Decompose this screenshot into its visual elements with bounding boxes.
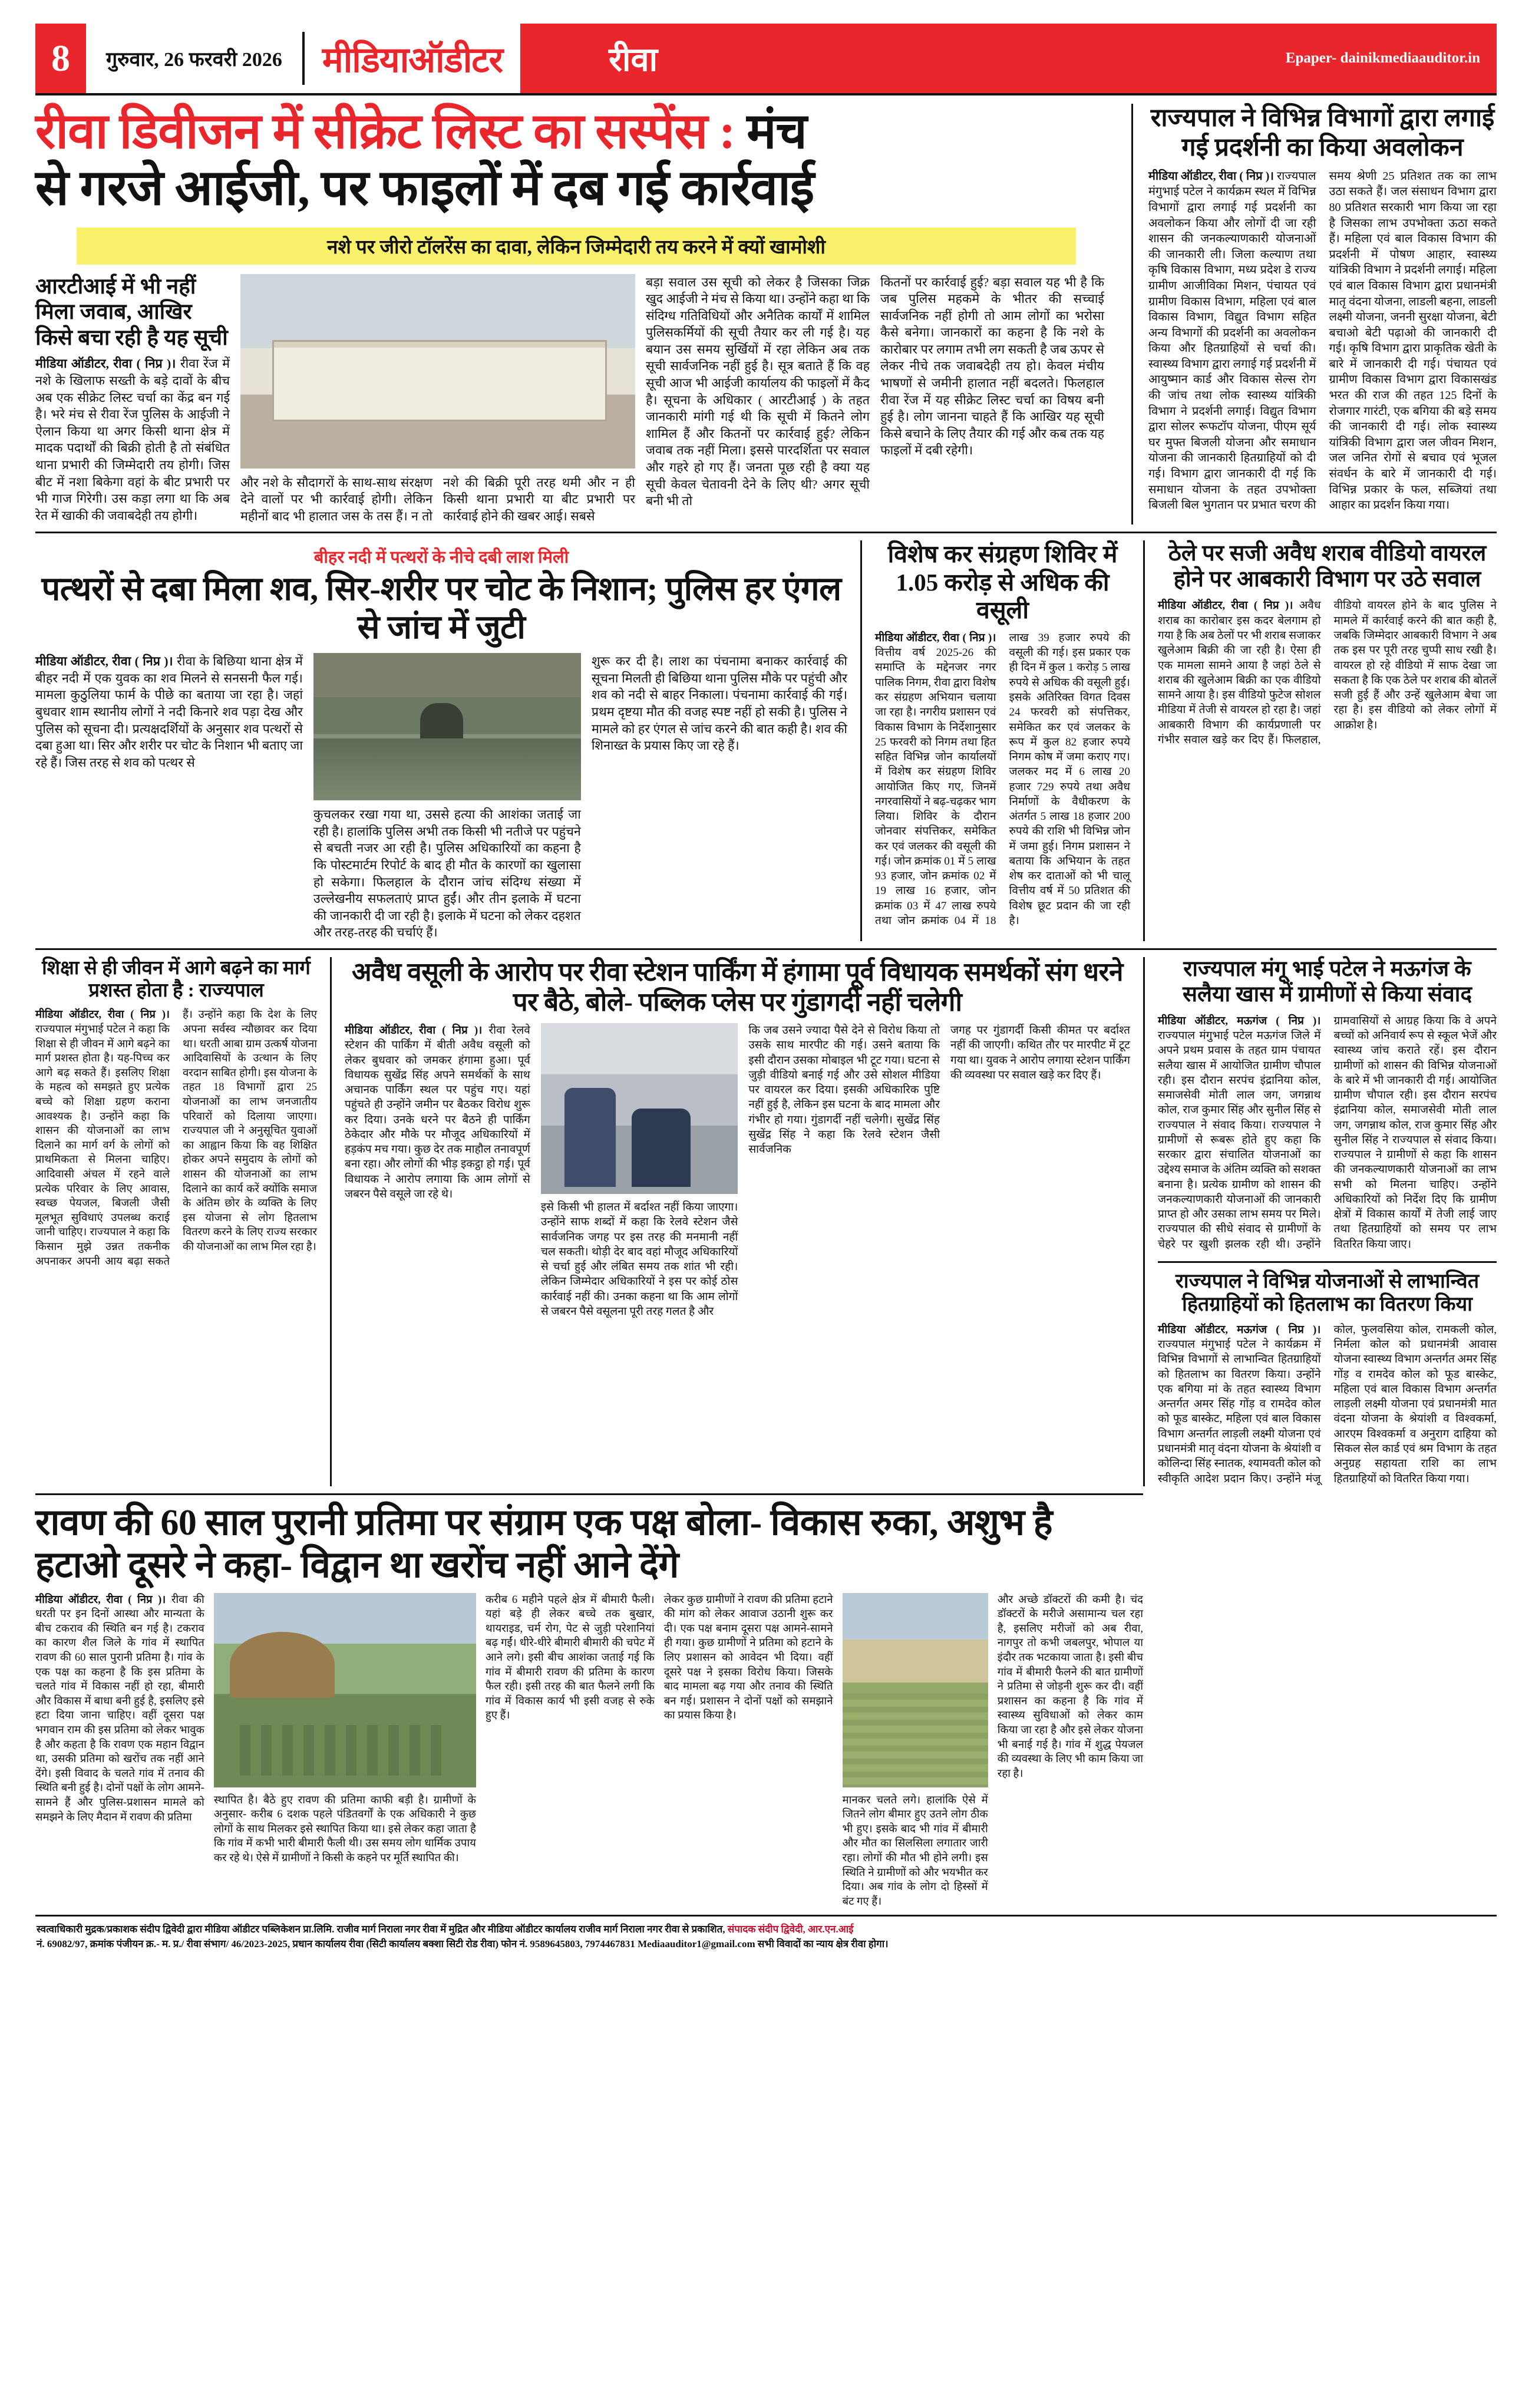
footer-imprint <box>35 1916 1497 1951</box>
page-number: 8 <box>35 24 86 93</box>
parking-col1: मीडिया ऑडीटर, रीवा ( निप्र )। रीवा रेलवे स्टेशन की पार्किंग में बीती अवैध वसूली को लेकर बुधवार को जमकर हंगामा हुआ। पूर्व विधायक सुखेंद्र सिंह अपने समर्थकों के साथ अचानक पार्किंग स्थल पर पहुंच गए। यहां पहुंचते ही उन्होंने जमीन पर बैठकर विरोध शुरू कर दिया। उनके धरने पर बैठने ही पार्किंग ठेकेदार और मौके पर मौजूद अधिकारियों में हड़कंप मच गया। कुछ देर तक माहौल तनावपूर्ण बना रहा। और लोगों की भीड़ इकट्ठा हो गई। पूर्व विधायक ने आरोप लगाया कि आम लोगों से जबरन पैसे वसूले जा रहे थे। <box>345 1024 530 1200</box>
masthead-red-banner <box>520 24 1497 93</box>
third-band <box>35 948 1497 1486</box>
corpse-redline: बीहर नदी में पत्थरों के नीचे दबी लाश मिली <box>313 548 569 568</box>
parking-headline: अवैध वसूली के आरोप पर रीवा स्टेशन पार्किंग में हंगामा पूर्व विधायक समर्थकों संग धरने पर बैठे, बोले- पब्लिक प्लेस पर गुंडागर्दी नहीं चलेगी <box>352 957 1123 1017</box>
liquor-dateline: मीडिया ऑडीटर, रीवा ( निप्र )। <box>1158 599 1293 612</box>
governor-mauganj-headline: राज्यपाल मंगू भाई पटेल ने मऊगंज के सलैया खास में ग्रामीणों से किया संवाद <box>1183 956 1472 1007</box>
tax-camp-dateline: मीडिया ऑडीटर, रीवा ( निप्र )। <box>875 631 996 644</box>
lead-dateline: मीडिया ऑडीटर, रीवा ( निप्र )। <box>35 357 176 371</box>
corpse-story <box>35 540 860 941</box>
ravan-headline: रावण की 60 साल पुरानी प्रतिमा पर संग्राम एक पक्ष बोला- विकास रुका, अशुभ है हटाओ दूसरे ने कहा- विद्वान था खरोंच नहीं आने देंगे <box>35 1502 1053 1585</box>
tax-camp-body: मीडिया ऑडीटर, रीवा ( निप्र )। वित्तीय वर्ष 2025-26 की समाप्ति के मद्देनजर नगर पालिक निगम, रीवा द्वारा विशेष कर संग्रहण अभियान चलाया जा रहा है। नगरीय प्रशासन एवं विकास विभाग के निर्देशानुसार 25 फरवरी को निगम तथा हित सहित विभिन्न जोन कार्यालयों में विशेष कर संग्रहण शिविर आयोजित किए गए, जिनमें नगरवासियों ने बढ़-चढ़कर भाग लिया। शिविर के दौरान जोनवार संपत्तिकर, समेकित कर एवं जलकर की वसूली की गई। जोन क्रमांक 01 में 5 लाख 93 हजार, जोन क्रमांक 02 में 19 लाख 16 हजार, जोन क्रमांक 03 में 47 लाख रुपये तथा जोन क्रमांक 04 में 18 लाख 39 हजार रुपये की वसूली की गई। इस प्रकार एक ही दिन में कुल 1 करोड़ 5 लाख रुपये से अधिक की वसूली हुई। इसके अतिरिक्त विगत दिवस 24 फरवरी को संपत्तिकर, समेकित कर एवं जलकर के रूप में कुल 82 हजार रुपये निगम कोष में जमा कराए गए। जलकर मद में 6 लाख 20 हजार 729 रुपये तथा अवैध निर्माणों के वैधीकरण के अंतर्गत 5 लाख 18 हजार 200 रुपये की राशि भी विभिन्न जोन में जमा हुई। निगम प्रशासन ने बताया कि अभियान के तहत शेष कर दाताओं को भी चालू वित्तीय वर्ष में 50 प्रतिशत की विशेष छूट प्रदान की जा रही है। <box>875 631 1130 927</box>
ravan-col6: और अच्छे डॉक्टरों की कमी है। चंद डॉक्टरों के मरीजे असामान्य चल रहा है, इसलिए मरीजों को अब रीवा, नागपुर तो कभी जबलपुर, भोपाल या इंदौर तक भटकाया जाता है। इसी बीच गांव में बीमारी फैलने की बात ग्रामीणों ने प्रतिमा से जोड़नी शुरू कर दी। वहीं प्रशासन का कहना है कि गांव में स्वास्थ्य सुविधाओं को लेकर काम किया जा रहा है और इसे लेकर योजना भी बनाई गई है। गांव में शुद्ध पेयजल की व्यवस्था के लिए भी काम किया जा रहा है। <box>997 1594 1143 1780</box>
lead-headline-red: रीवा डिवीजन में सीक्रेट लिस्ट का सस्पेंस : <box>35 104 735 159</box>
lead-col5: कितनों पर कार्रवाई हुई? बड़ा सवाल यह भी है कि जब पुलिस महकमे के भीतर की सच्चाई सार्वजनिक नहीं होगी तो आम लोगों का भरोसा कैसे बनेगा। जानकारों का कहना है कि नशे के कारोबार पर लगाम तभी लग सकती है जब ऊपर से लेकर नीचे तक जवाबदेही तय हो। केवल मंचीय भाषणों से जमीनी हालात नहीं बदलते। फिलहाल रीवा रेंज में यह सीक्रेट लिस्ट चर्चा का विषय बनी हुई है। लोग जानना चाहते हैं कि आखिर यह सूची किसे बचाने के लिए तैयार की गई और कब तक यह फाइलों में दबी रहेगी। <box>880 275 1104 458</box>
parking-photo-protest <box>541 1023 738 1194</box>
education-dateline: मीडिया ऑडीटर, रीवा ( निप्र )। <box>35 1009 170 1021</box>
gov-exhibition-headline: राज्यपाल ने विभिन्न विभागों द्वारा लगाई गई प्रदर्शनी का किया अवलोकन <box>1150 104 1495 161</box>
governor-mauganj-story <box>1143 957 1497 1486</box>
ravan-col1: मीडिया ऑडीटर, रीवा ( निप्र )। रीवा की धरती पर इन दिनों आस्था और मान्यता के बीच टकराव की स्थिति बन गई है। टकराव का कारण शैल जिले के गांव में स्थापित रावण की 60 साल पुरानी प्रतिमा है। गांव के एक पक्ष का कहना है कि इस प्रतिमा के चलते गांव में विकास नहीं हो रहा, बीमारी और विकास में बाधा बनी हुई है, इसलिए इसे हटा दिया जाना चाहिए। वहीं दूसरा पक्ष भगवान राम की इस प्रतिमा को लेकर भावुक है और कहता है कि रावण एक महान विद्वान था, उसकी प्रतिमा को खरोंच तक नहीं आने देंगे। इसी विवाद के चलते गांव में तनाव की स्थिति बनी हुई है। दोनों पक्षों के लोग आमने-सामने हैं और पुलिस-प्रशासन मामले को समझने के लिए मैदान में रावण की प्रतिमा <box>35 1594 204 1823</box>
parking-story <box>330 957 1143 1486</box>
ravan-col4: लेकर कुछ ग्रामीणों ने रावण की प्रतिमा हटाने की मांग को लेकर आवाज उठानी शुरू कर दी। एक पक्ष बनाम दूसरा पक्ष आमने-सामने ही गया। कुछ ग्रामीणों ने प्रतिमा को हटाने के लिए प्रशासन को आवेदन भी दिया। वहीं दूसरे पक्ष ने इसका विरोध किया। जिसके बाद मामला बढ़ गया और तनाव की स्थिति बन गई। प्रशासन ने दोनों पक्षों को समझाने का प्रयास किया है। <box>663 1594 833 1722</box>
lead-photo-undertext: और नशे के सौदागरों के साथ-साथ संरक्षण देने वालों पर भी कार्रवाई होगी। लेकिन महीनों बाद भी हालात जस के तस हैं। न तो नशे की बिक्री पूरी तरह थमी और न ही किसी थाना प्रभारी या बीट प्रभारी पर कार्रवाई होने की खबर आई। सबसे <box>240 475 635 523</box>
masthead-date: गुरुवार, 26 फरवरी 2026 <box>106 49 282 71</box>
middle-band <box>35 532 1497 941</box>
masthead-epaper-link[interactable]: Epaper- dainikmediaauditor.in <box>1285 50 1480 66</box>
lead-col4: बड़ा सवाल उस सूची को लेकर है जिसका जिक्र खुद आईजी ने मंच से किया था। उन्होंने कहा था कि संदिग्ध गतिविधियों और अनैतिक कार्यों में शामिल पुलिसकर्मियों की सूची तैयार कर ली गई है। यह बयान उस समय सुर्खियों में रहा लेकिन अब तक सूची सार्वजनिक नहीं हुई है। सूत्र बताते हैं कि वह सूची आज भी आईजी कार्यालय की फाइलों में कैद है। सूचना के अधिकार ( आरटीआई ) के तहत जानकारी मांगी गई थी कि सूची में कितने लोग शामिल हैं और कितनों पर कार्रवाई हुई? लेकिन जवाब तक नहीं मिला। इससे पारदर्शिता पर सवाल और गहरे हो गए हैं। जनता पूछ रही है क्या यह सूची केवल चेतावनी देने के लिए थी? अगर सूची बनी भी तो <box>646 275 870 509</box>
liquor-headline: ठेले पर सजी अवैध शराब वीडियो वायरल होने पर आबकारी विभाग पर उठे सवाल <box>1168 541 1487 592</box>
parking-col3: कि जब उसने ज्यादा पैसे देने से विरोध किया तो उसके साथ मारपीट की गई। उसने बताया कि इसी दौरान उसका मोबाइल भी टूट गया। घटना से जुड़ी वीडियो बनाई गई और उसे सोशल मीडिया पर वायरल कर दिया। इसकी अधिकारिक पुष्टि नहीं हुई है, लेकिन इस घटना के बाद मामला और गंभीर हो गया। गुंडागर्दी नहीं चलेगी। सुखेंद्र सिंह सुखेंद्र सिंह ने कहा कि रेलवे स्टेशन जैसी सार्वजनिक <box>748 1024 940 1156</box>
corpse-headline: पत्थरों से दबा मिला शव, सिर-शरीर पर चोट के निशान; पुलिस हर एंगल से जांच में जुटी <box>41 571 841 646</box>
corpse-col3: शुरू कर दी है। लाश का पंचनामा बनाकर कार्रवाई की सूचना मिलती ही बिछिया थाना पुलिस मौके पर पहुंची और शव को नदी से बाहर निकाला। पंचनामा कार्रवाई की गई। प्रथम दृष्टया मौत की वजह स्पष्ट नहीं हो सकी है। पुलिस ने मामले को हर एंगल से जांच करने की बात कही है। शव की शिनाख्त के प्रयास किए जा रहे हैं। <box>591 654 847 753</box>
governor-benefits-body: मीडिया ऑडीटर, मऊगंज ( निप्र )। राज्यपाल मंगुभाई पटेल ने कार्यक्रम में विभिन्न विभागों से लाभान्वित हितग्राहियों को हितलाभ का वितरण किया। उन्होंने एक बगिया मां के तहत स्वास्थ्य विभाग अन्तर्गत अमर सिंह गोंड़ व रामदेव कोल को फूड बास्केट, महिला एवं बाल विकास विभाग अन्तर्गत लाड़ली लक्ष्मी योजना एवं प्रधानमंत्री मातृ वंदना योजना के श्रेयांशी व कोलिन्दा सिंह स्नातक, श्यामवती कोल को स्वीकृति आदेश प्रदान किए। उन्होंने मंजू कोल, फुलवसिया कोल, रामकली कोल, निर्मला कोल को प्रधानमंत्री आवास योजना स्वास्थ्य विभाग अन्तर्गत अमर सिंह गोंड़ व रामदेव कोल को फूड बास्केट, महिला एवं बाल विकास विभाग अन्तर्गत लाड़ली लक्ष्मी योजना एवं प्रधानमंत्री मात वंदना योजना के श्रेयांशी व विश्वकर्मा, आरएम विश्वकर्मा व अनुराग दाहिया को सिकल सेल कार्ड एवं श्रम विभाग के तहत अनुग्रह सहायता राशि का लाभ हितग्राहियों को वितरित किया गया। <box>1158 1323 1497 1485</box>
lead-subbar: नशे पर जीरो टॉलरेंस का दावा, लेकिन जिम्मेदारी तय करने में क्यों खामोशी <box>77 227 1076 265</box>
gov-exhibition-story <box>1131 104 1497 525</box>
ravan-photo-village-meeting <box>214 1593 476 1787</box>
parking-col4: जगह पर गुंडागर्दी किसी कीमत पर बर्दाश्त नहीं की जाएगी। कथित तौर पर मारपीट में टूट गया था। युवक ने आरोप लगाया स्टेशन पार्किंग की व्यवस्था पर सवाल खड़े कर दिए हैं। <box>950 1024 1130 1081</box>
governor-mauganj-dateline: मीडिया ऑडीटर, मऊगंज ( निप्र )। <box>1158 1014 1321 1027</box>
liquor-body: मीडिया ऑडीटर, रीवा ( निप्र )। अवैध शराब का कारोबार इस कदर बेलगाम हो गया है कि अब ठेलों पर भी शराब सजाकर खुलेआम बिक्री की जा रही है। ऐसा ही एक मामला सामने आया है जहां ठेले से शराब की खुलेआम बिक्री का एक वीडियो सामने आया है। इस वीडियो फुटेज सोशल मीडिया में तेजी से वायरल हो रहा है। जहां आबकारी विभाग की कार्यप्रणाली पर गंभीर सवाल खड़े कर दिए हैं। फिलहाल, वीडियो वायरल होने के बाद पुलिस ने मामले में कार्रवाई करने की बात कही है, जबकि जिम्मेदार आबकारी विभाग ने अब तक इस पर पूरी तरह चुप्पी साध रखी है। वायरल हो रहे वीडियो में साफ देखा जा सकता है कि एक ठेले पर शराब की बोतलें सजी हुई हैं और उन्हें खुलेआम बेचा जा रहा है। इस वीडियो को लेकर लोगों में आक्रोश है। <box>1158 599 1497 746</box>
corpse-col2: कुचलकर रखा गया था, उससे हत्या की आशंका जताई जा रही है। हालांकि पुलिस अभी तक किसी भी नतीजे पर पहुंचने से बचती नजर आ रही है। पुलिस अधिकारियों का कहना है कि पोस्टमार्टम रिपोर्ट के बाद ही मौत के कारणों का खुलासा हो सकेगा। फिलहाल के दौरान जांच संदिग्ध संख्या में उल्लेखनीय सफलताएं प्राप्त हुईं। और तीन इलाके में घटना की जानकारी दी जा रही है। इलाके में घटना को लेकर दहशत और तरह-तरह की चर्चाएं हैं। <box>313 807 581 940</box>
ravan-story <box>35 1493 1143 1909</box>
ravan-dateline: मीडिया ऑडीटर, रीवा ( निप्र )। <box>35 1594 166 1606</box>
footer-line1b: संपादक संदीप द्विवेदी, आर.एन.आई <box>727 1924 854 1935</box>
masthead-city: रीवा <box>609 42 658 78</box>
lead-story <box>35 104 1131 525</box>
education-body: मीडिया ऑडीटर, रीवा ( निप्र )। राज्यपाल मंगुभाई पटेल ने कहा कि शिक्षा से ही जीवन में आगे बढ़ने का मार्ग प्रशस्त होता है। यह-पिच्च कर आगे बढ़ सकते हैं। इसलिए शिक्षा के महत्व को समझते हुए प्रत्येक बच्चे को शिक्षा ग्रहण कराना आवश्यक है। उन्होंने कहा कि शासन की योजनाओं का लाभ दिलाने का मार्ग वर्ग के लोगों को प्राथमिकता से मिलना चाहिए। आदिवासी अंचल में रहने वाले प्रत्येक परिवार के लिए आवास, स्वच्छ पेयजल, बिजली जैसी मूलभूत सुविधाएं उपलब्ध कराई जानी चाहिए। राज्यपाल ने कहा कि किसान मुझे उन्नत तकनीक अपनाकर अपनी आय बढ़ा सकते हैं। उन्होंने कहा कि देश के लिए अपना सर्वस्व न्यौछावर कर दिया था। धरती आबा ग्राम उत्कर्ष योजना आदिवासियों के उत्थान के लिए वरदान साबित होगी। इस योजना के तहत 18 विभागों द्वारा 25 योजनाओं का लाभ जनजातीय परिवारों को दिलाया जाएगा। राज्यपाल जी ने अनुसूचित युवाओं का आह्वान किया कि वह शिक्षित होकर अपने समुदाय के लोगों को शासन की योजनाओं का लाभ दिलाने का कार्य करें क्योंकि समाज के अंतिम छोर के व्यक्ति के लिए इस योजना से लोग हितलाभ वितरण करने के लिए राज्य सरकार की योजनाओं का लाभ मिल रहा है। <box>35 1009 318 1268</box>
lead-photo-building <box>240 274 635 469</box>
gov-exhibition-dateline: मीडिया ऑडीटर, रीवा ( निप्र )। <box>1148 169 1274 183</box>
parking-dateline: मीडिया ऑडीटर, रीवा ( निप्र )। <box>345 1024 483 1037</box>
education-headline: शिक्षा से ही जीवन में आगे बढ़ने का मार्ग प्रशस्त होता है : राज्यपाल <box>42 957 311 1002</box>
tax-camp-story <box>860 540 1143 941</box>
footer-line2: नं. 69082/97, क्रमांक पंजीयन क्र.- म. प्र./ रीवा संभाग/ 46/2023-2025, प्रधान कार्यालय रीवा (सिटी कार्यालय बक्शा सिटी रोड रीवा) फोन नं. 9589645803, 7974467831 Mediaauditor1@gmail.com सभी विवादों का न्याय क्षेत्र रीवा होगा। <box>37 1938 889 1950</box>
lead-headline <box>35 104 1117 217</box>
ravan-col3: करीब 6 महीने पहले क्षेत्र में बीमारी फैली। यहां बड़े ही लेकर बच्चे तक बुखार, थायराइड, चर्म रोग, पेट से जुड़ी परेशानियां बढ़ गईं। धीरे-धीरे बीमारी बीमारी की चपेट में आने लगे। इसी बीच आशंका जताई गई कि गांव में बीमारी रावण की प्रतिमा के कारण फैल रही। इसी तरह की बात फैलने लगी कि गांव में विकास कार्य भी इसी वजह से रुके हुए हैं। <box>485 1594 655 1722</box>
education-story <box>35 957 330 1486</box>
lead-kicker: आरटीआई में भी नहीं मिला जवाब, आखिर किसे बचा रही है यह सूची <box>35 274 228 350</box>
lead-col1: मीडिया ऑडीटर, रीवा ( निप्र )। रीवा रेंज में नशे के खिलाफ सख्ती के बड़े दावों के बीच अब एक सीक्रेट लिस्ट चर्चा का केंद्र बन गई है। भरे मंच से रीवा रेंज पुलिस के आईजी ने ऐलान किया था अगर किसी थाना क्षेत्र में मादक पदार्थों की बिक्री होती है तो संबंधित थाना प्रभारी की जिम्मेदारी तय होगी। जिस बीट में नशा बिकेगा वहां के बीट प्रभारी पर भी गाज गिरेगी। उस कड़ा लगा था कि अब रेत में खाकी की जवाबदेही तय होगी। <box>35 357 230 523</box>
gov-exhibition-body: मीडिया ऑडीटर, रीवा ( निप्र )। राज्यपाल मंगुभाई पटेल ने कार्यक्रम स्थल में विभिन्न विभागों द्वारा लगाई गई प्रदर्शनी का अवलोकन किया और लोगों दी जा रही शासन की जनकल्याणकारी योजनाओं की जानकारी ली। जिला कल्याण तथा कृषि विकास विभाग, मध्य प्रदेश डे राज्य ग्रामीण आजीविका मिशन, पंचायत एवं ग्रामीण विकास विभाग, महिला एवं बाल विकास विभाग, विद्युत विभाग सहित अन्य विभागों की प्रदर्शनी का अवलोकन किया और हितग्राहियों से चर्चा की। स्वास्थ्य विभाग द्वारा लगाई गई प्रदर्शनी में आयुष्मान कार्ड और विकास सेल्स रोग की जांच तथा लोक स्वास्थ्य यांत्रिकी विभाग ने प्रदर्शनी लगाई। विद्युत विभाग द्वारा सोलर रूफटॉप योजना, पीएम सूर्य घर मुफ्त बिजली योजना और समाधान योजना की जानकारी हितग्राहियों को दी गई। विभाग द्वारा जानकारी दी गई कि समाधान योजना के तहत उपभोक्ता बिजली बिल भुगतान पर प्रभात चरण की समय श्रेणी 25 प्रतिशत तक का लाभ उठा सकते हैं। जल संसाधन विभाग द्वारा 80 प्रतिशत सरकारी भाग किया जा रहा है जिसका लाभ उपभोक्ता ऊठा सकते हैं। महिला एवं बाल विकास विभाग की प्रदर्शनी में पोषण आहार, स्वास्थ्य यांत्रिकी विभाग ने प्रदर्शनी लगाई। महिला एवं बाल विकास विभाग द्वारा प्रधानमंत्री मातृ वंदना योजना, लाडली बहना, लाडली लक्ष्मी योजना, जननी सुरक्षा योजना, बेटी बचाओ बेटी पढ़ाओ की जानकारी दी गई। कृषि विभाग द्वारा प्राकृतिक खेती के बारे में जानकारी दी गई। पंचायत एवं ग्रामीण विकास विभाग द्वारा विकासखंड भरत की राज की तहत 125 दिनों के रोजगार गारंटी, एक बगिया की बड़े समय की जानकारी दी गई। लोक स्वास्थ्य यांत्रिकी विभाग द्वारा जल जीवन मिशन, जल जनित रोगों से बचाव एवं भूजल संवर्धन के बारे में जानकारी दी गई। विभिन्न प्रकार के फल, सब्जियां तथा आहार का प्रदर्शन किया गया। <box>1148 169 1497 512</box>
parking-col2: इसे किसी भी हालत में बर्दाश्त नहीं किया जाएगा। उन्होंने साफ शब्दों में कहा कि रेलवे स्टेशन जैसे सार्वजनिक जगह पर इस तरह की मनमानी नहीं चल सकती। थोड़ी देर बाद वहां मौजूद अधिकारियों से चर्चा हुई और लंबित समय तक शांत भी रही। लेकिन जिम्मेदार अधिकारियों ने इस पर कोई ठोस कार्रवाई नहीं की। उनका कहना था कि आम लोगों से जबरन पैसे वसूलना पूरी तरह गलत है और <box>540 1201 738 1318</box>
corpse-col1: मीडिया ऑडीटर, रीवा ( निप्र )। रीवा के बिछिया थाना क्षेत्र में बीहर नदी में एक युवक का शव मिलने से सनसनी फैल गई। मामला कुठुलिया फार्म के पीछे का बताया जा रहा है। जहां बुधवार शाम स्थानीय लोगों ने नदी किनारे शव पड़ा देख और पुलिस को सूचना दी। प्रत्यक्षदर्शियों के अनुसार शव पत्थरों से दबा हुआ था। सिर और शरीर पर चोट के निशान भी बताए जा रहे हैं। जिस तरह से शव को पत्थर से <box>35 654 303 770</box>
corpse-photo-river <box>313 653 581 800</box>
governor-mauganj-body: मीडिया ऑडीटर, मऊगंज ( निप्र )। राज्यपाल मंगुभाई पटेल मऊगंज जिले में अपने प्रथम प्रवास के तहत ग्राम पंचायत सलैया खास में आयोजित ग्रामीण चौपाल रही। इस दौरान सरपंच इंद्रानिया कोल, समाजसेवी मोती लाल जग, जगन्नाथ कोल, राज कुमार सिंह और सुनील सिंह से राज्यपाल ने संवाद किया। राज्यपाल ने ग्रामीणों से रूबरू होते हुए कहा कि सरकार द्वारा संचालित योजनाओं का उद्देश्य समाज के अंतिम व्यक्ति को सशक्त बनाना है। प्रत्येक ग्रामीण को शासन की जनकल्याणकारी योजनाओं की जानकारी प्राप्त हो और उसका लाभ समय पर मिले। राज्यपाल की सीधे संवाद से ग्रामीणों के चेहरे पर खुशी झलक रही थी। उन्होंने ग्रामवासियों से आग्रह किया कि वे अपने बच्चों को अनिवार्य रूप से स्कूल भेजें और स्वास्थ्य जांच कराते रहें। इस दौरान ग्रामीणों को शासन की विभिन्न योजनाओं के बारे में भी जानकारी दी गई। आयोजित ग्रामीण चौपाल रही। इस दौरान सरपंच इंद्रानिया कोल, समाजसेवी मोती लाल जग, जगन्नाथ कोल, राज कुमार सिंह और सुनील सिंह ने राज्यपाल से संवाद किया। राज्यपाल ने ग्रामीणों से कहा कि शासन की जनकल्याणकारी योजनाओं का लाभ सभी को मिलना चाहिए। उन्होंने अधिकारियों को निर्देश दिए कि ग्रामीण क्षेत्रों में विकास कार्यों में तेजी लाई जाए तथा हितग्राहियों को समय पर लाभ वितरित किया जाए। <box>1158 1014 1497 1251</box>
lead-headline-black-inline: मंच <box>747 104 807 159</box>
ravan-photo-field <box>843 1593 988 1787</box>
lead-zone <box>35 104 1497 525</box>
governor-benefits-headline: राज्यपाल ने विभिन्न योजनाओं से लाभान्वित हितग्राहियों को हितलाभ का वितरण किया <box>1158 1261 1497 1317</box>
tax-camp-headline: विशेष कर संग्रहण शिविर में 1.05 करोड़ से अधिक की वसूली <box>887 540 1118 624</box>
footer-line1a: स्वत्वाधिकारी मुद्रक/प्रकाशक संदीप द्विवेदी द्वारा मीडिया ऑडीटर पब्लिकेशन प्रा.लिमि. राजीव मार्ग निराला नगर रीवा में मुद्रित और मीडिया ऑडीटर कार्यालय राजीव मार्ग निराला नगर रीवा से प्रकाशित, <box>37 1924 725 1935</box>
liquor-story <box>1143 540 1497 941</box>
ravan-col5: मानकर चलते लगे। हालांकि ऐसे में जितने लोग बीमार हुए उतने लोग ठीक भी हुए। इसके बाद भी गांव में बीमारी और मौत का सिलसिला लगातार जारी रहा। लोगों की मौत भी होने लगी। इस स्थिति ने ग्रामीणों को और भयभीत कर दिया। अब गांव के लोग दो हिस्सों में बंट गए हैं। <box>842 1794 988 1908</box>
lead-headline-line2: से गरजे आईजी, पर फाइलों में दब गई कार्रवाई <box>35 160 814 216</box>
ravan-col2: स्थापित है। बैठे हुए रावण की प्रतिमा काफी बड़ी है। ग्रामीणों के अनुसार- करीब 6 दशक पहले पंडितवर्गों के एक अधिकारी ने कुछ लोगों के साथ मिलकर इसे स्थापित किया था। इसे लेकर कहा जाता है कि गांव में कभी भारी बीमारी फैली थी। उस समय लोग धार्मिक उपाय कर रहे थे। ऐसे में ग्रामीणों ने किसी के कहने पर मूर्ति स्थापित की। <box>213 1794 476 1864</box>
corpse-dateline: मीडिया ऑडीटर, रीवा ( निप्र )। <box>35 654 173 669</box>
governor-benefits-dateline: मीडिया ऑडीटर, मऊगंज ( निप्र )। <box>1158 1323 1321 1336</box>
masthead <box>35 24 1497 95</box>
masthead-logo: मीडियाऑडीटर <box>322 41 503 80</box>
